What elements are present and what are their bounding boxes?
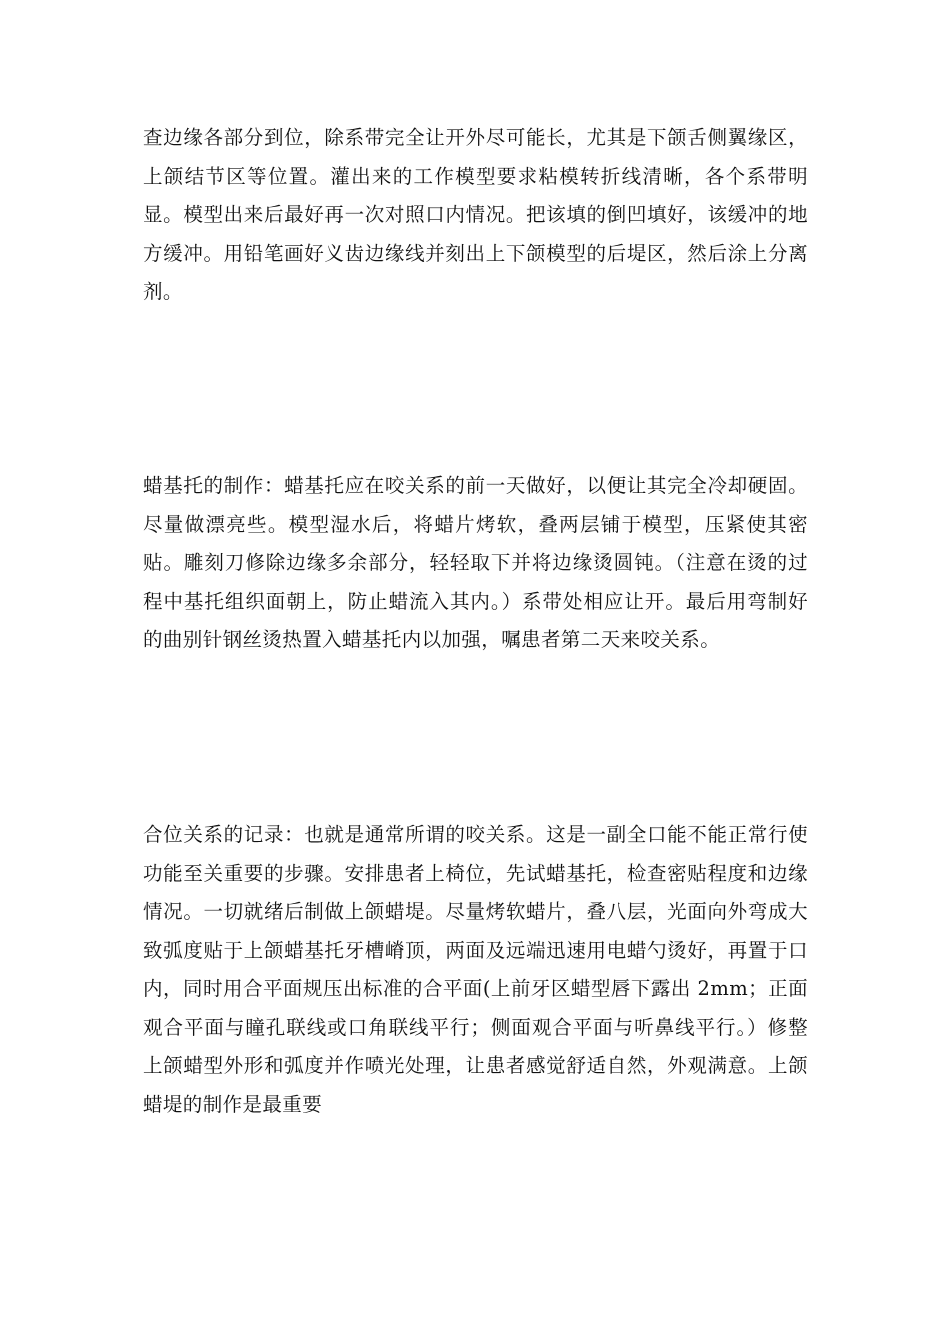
- paragraph-occlusal-record: 合位关系的记录：也就是通常所谓的咬关系。这是一副全口能不能正常行使功能至关重要的步骤。安排患者上椅位，先试蜡基托，检查密贴程度和边缘情况。一切就绪后制做上颌蜡堤。尽量烤软蜡片，叠八层，光面向外弯成大致弧度贴于上颌蜡基托牙槽嵴顶，两面及远端迅速用电蜡勺烫好，再置于口内，同时用合平面规压出标准的合平面(上前牙区蜡型唇下露出 2mm；正面观合平面与瞳孔联线或口角联线平行；侧面观合平面与听鼻线平行。）修整上颌蜡型外形和弧度并作喷光处理，让患者感觉舒适自然，外观满意。上颌蜡堤的制作是最重要: [143, 823, 808, 1116]
- paragraph-wax-base-plate: 蜡基托的制作：蜡基托应在咬关系的前一天做好，以便让其完全冷却硬固。尽量做漂亮些。模型湿水后，将蜡片烤软，叠两层铺于模型，压紧使其密贴。雕刻刀修除边缘多余部分，轻轻取下并将边缘烫圆钝。（注意在烫的过程中基托组织面朝上，防止蜡流入其内。）系带处相应让开。最后用弯制好的曲别针钢丝烫热置入蜡基托内以加强，嘱患者第二天来咬关系。: [143, 474, 808, 651]
- paragraph-edge-and-model: 查边缘各部分到位，除系带完全让开外尽可能长，尤其是下颌舌侧翼缘区，上颌结节区等位置。灌出来的工作模型要求粘模转折线清晰，各个系带明显。模型出来后最好再一次对照口内情况。把该填的倒凹填好，该缓冲的地方缓冲。用铅笔画好义齿边缘线并刻出上下颌模型的后堤区，然后涂上分离剂。: [143, 126, 808, 303]
